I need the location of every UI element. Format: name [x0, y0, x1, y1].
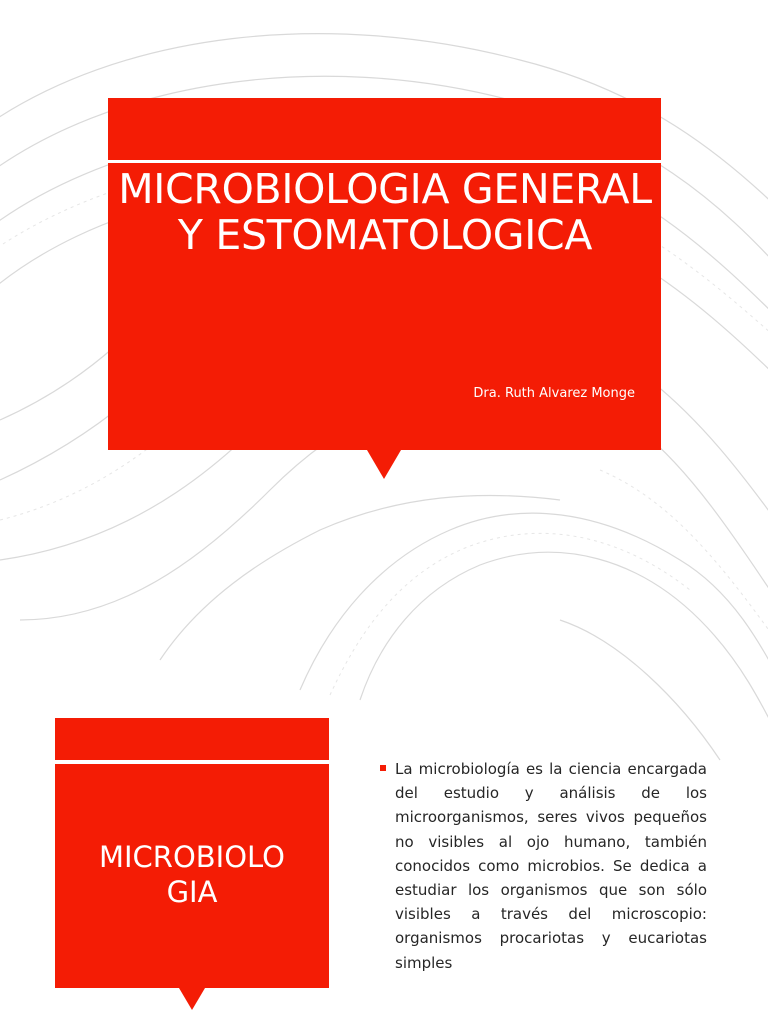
- square-bullet-icon: [380, 765, 386, 771]
- bullet-text: La microbiología es la ciencia encargada del estudio y análisis de los microorganismos, seres vivos pequeños no visibles al ojo humano, también conocidos como microbios. Se dedica a estudiar los organismos que son sólo visibles a través del microscopio: organismos procariotas y eucariotas simples: [395, 760, 707, 972]
- section-heading-line-2: GIA: [166, 875, 218, 909]
- title-line-1: MICROBIOLOGIA GENERAL: [118, 165, 652, 213]
- title-slide-pointer: [367, 450, 401, 479]
- title-line-2: Y ESTOMATOLOGICA: [177, 211, 593, 259]
- author-name: Dra. Ruth Alvarez Monge: [473, 386, 635, 401]
- section-slide-divider: [55, 760, 329, 764]
- title-slide-divider: [108, 160, 661, 163]
- title-slide-heading: [60, 166, 710, 258]
- section-heading: [75, 840, 309, 910]
- list-item: [380, 757, 707, 975]
- section-heading-line-1: MICROBIOLO: [98, 840, 286, 874]
- section-slide-pointer: [179, 988, 205, 1010]
- definition-bullet-list: [380, 757, 707, 975]
